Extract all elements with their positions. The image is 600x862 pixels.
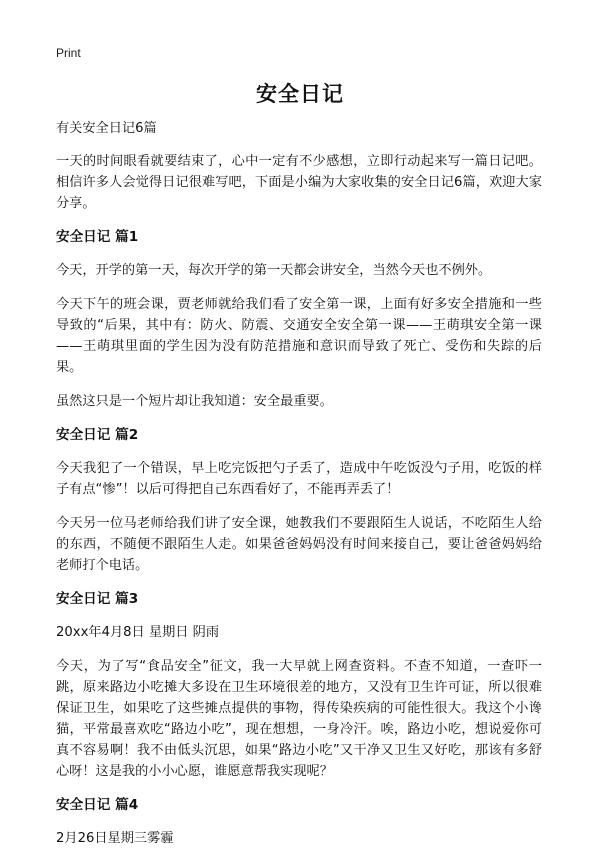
section-1-paragraph-2: 今天下午的班会课，贾老师就给我们看了安全第一课，上面有好多安全措施和一些导致的“后果，其中有：防火、防震、交通安全安全第一课——王萌琪安全第一课——王萌琪里面的学生因为没有防范措施和意识而导致了死亡、受伤和失踪的后果。 [56,297,542,375]
section-heading-3: 安全日记 篇3 [56,591,139,607]
section-heading-1: 安全日记 篇1 [56,229,139,245]
intro-paragraph: 一天的时间眼看就要结束了，心中一定有不少感想，立即行动起来写一篇日记吧。相信许多人会觉得日记很难写吧，下面是小编为大家收集的安全日记6篇，欢迎大家分享。 [56,154,542,211]
section-3-paragraph-1: 今天，为了写“食品安全”征文，我一大早就上网查资料。不查不知道，一查吓一跳，原来路边小吃摊大多设在卫生环境很差的地方，又没有卫生许可证，所以很难保证卫生，如果吃了这些摊点提供的事物，得传染疾病的可能性很大。我这个小谗猫，平常最喜欢吃“路边小吃”，现在想想，一身冷汗。唉，路边小吃，想说爱你可真不容易啊！我不由低头沉思，如果“路边小吃”又干净又卫生又好吃，那该有多舒心呀！这是我的小小心愿，谁愿意帮我实现呢？ [56,659,542,779]
section-heading-2: 安全日记 篇2 [56,427,139,443]
article-body [56,118,542,862]
print-link[interactable]: Print [56,46,81,60]
page-title: 安全日记 [256,82,344,106]
section-1-paragraph-3: 虽然这只是一个短片却让我知道：安全最重要。 [56,394,333,409]
section-2-paragraph-1: 今天我犯了一个错误，早上吃完饭把勺子丢了，造成中午吃饭没勺子用，吃饭的样子有点“惨”！以后可得把自己东西看好了，不能再弄丢了！ [56,461,542,497]
section-1-paragraph-1: 今天，开学的第一天，每次开学的第一天都会讲安全，当然今天也不例外。 [56,263,492,278]
section-4-date: 2月26日星期三雾霾 [56,831,174,846]
section-2-paragraph-2: 今天另一位马老师给我们讲了安全课，她教我们不要跟陌生人说话，不吃陌生人给的东西，不随便不跟陌生人走。如果爸爸妈妈没有时间来接自己，要让爸爸妈妈给老师打个电话。 [56,516,542,573]
section-heading-4: 安全日记 篇4 [56,797,139,813]
section-3-date: 20xx年4月8日 星期日 阴雨 [56,625,220,640]
subtitle: 有关安全日记6篇 [56,121,157,136]
